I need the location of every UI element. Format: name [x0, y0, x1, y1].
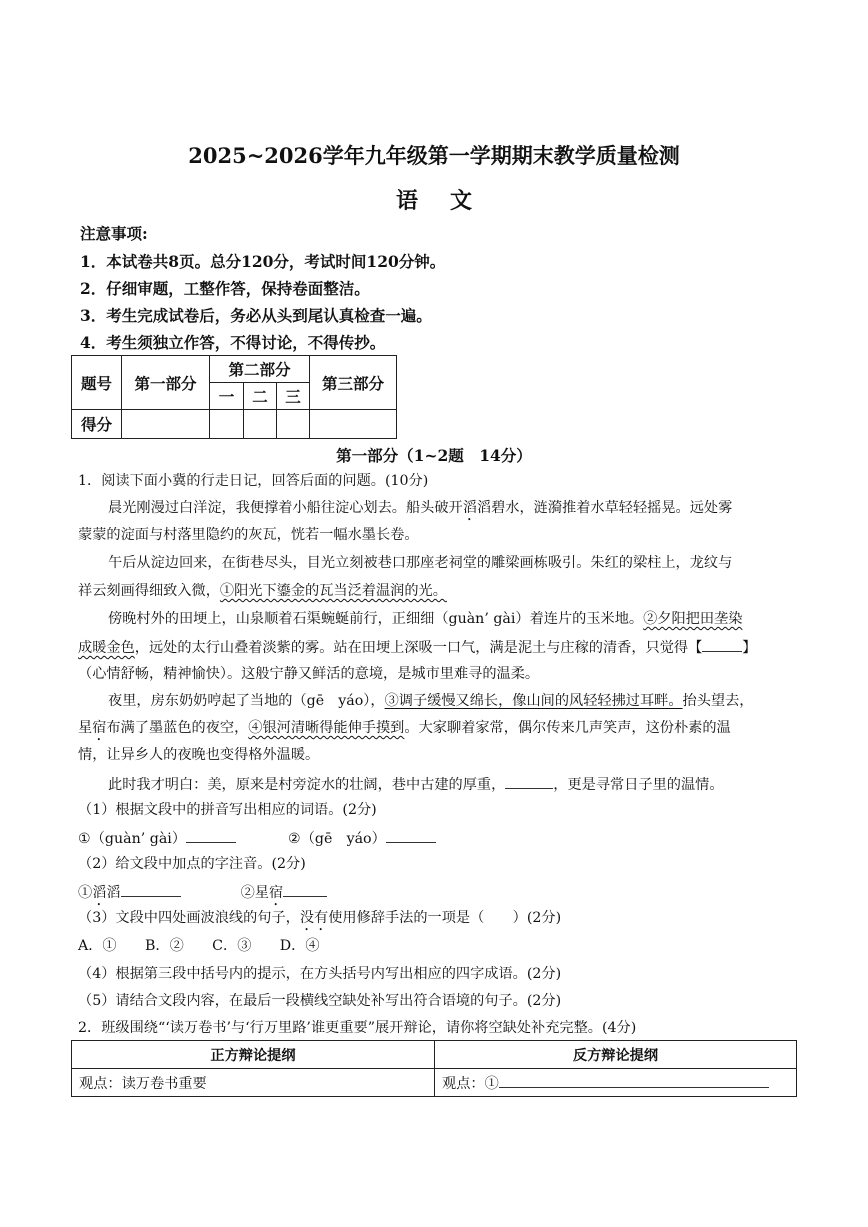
col-part1: 第一部分: [122, 356, 210, 410]
col-question: 题号: [72, 356, 122, 410]
q1-sub1: （1）根据文段中的拼音写出相应的词语。(2分): [78, 802, 377, 818]
col-part2-sub1: 一: [210, 383, 244, 410]
score-cell[interactable]: [210, 410, 244, 439]
q1-para2-line1: 午后从淀边回来，在街巷尽头，目光立刻被巷口那座老祠堂的雕梁画栋吸引。朱红的梁柱上，龙纹与: [108, 555, 733, 571]
q1-stem: 1．阅读下面小冀的行走日记，回答后面的问题。(10分): [78, 473, 429, 489]
q1-sub2-answers: ①滔滔 ②星宿: [78, 882, 327, 909]
row-score-label: 得分: [72, 410, 122, 439]
con-view-cell: 观点：①: [435, 1069, 797, 1097]
wavy-sentence-1: ①阳光下鎏金的瓦当泛着温润的光。: [219, 583, 447, 599]
q1-para3-line2: 成暖金色，远处的太行山叠着淡紫的雾。站在田埂上深吸一口气，满是泥土与庄稼的清香，只觉得【 】: [78, 637, 756, 657]
q1-sub3-options[interactable]: A．① B．② C．③ D．④: [78, 938, 320, 954]
wavy-sentence-2: ②夕阳把田垄染: [643, 611, 743, 627]
answer-blank[interactable]: [386, 828, 436, 843]
dotted-char: 滔: [462, 500, 477, 516]
section-heading: 第一部分（1~2题 14分）: [336, 446, 532, 465]
notice-heading: 注意事项:: [80, 224, 148, 243]
q1-sub2: （2）给文段中加点的字注音。(2分): [78, 856, 306, 872]
notice-item: 4．考生须独立作答，不得讨论，不得传抄。: [80, 333, 386, 352]
notice-item: 1．本试卷共8页。总分120分，考试时间120分钟。: [80, 252, 446, 271]
col-part2-sub2: 二: [244, 383, 277, 410]
q1-sub1-answers: ①（guàn’ gài） ②（gē yáo）: [78, 828, 436, 848]
q2-stem: 2．班级围绕“‘读万卷书’与‘行万里路’谁更重要”展开辩论，请你将空缺处补充完整。(4分): [78, 1020, 637, 1036]
dotted-char: 宿: [92, 720, 107, 736]
exam-title: 2025~2026学年九年级第一学期期末教学质量检测: [188, 143, 680, 168]
q1-sub4: （4）根据第三段中括号内的提示，在方头括号内写出相应的四字成语。(2分): [78, 966, 562, 982]
q1-sub5: （5）请结合文段内容，在最后一段横线空缺处补写出符合语境的句子。(2分): [78, 993, 562, 1009]
answer-blank[interactable]: [121, 882, 181, 897]
sentence-blank[interactable]: [505, 774, 553, 789]
q1-para4-line2: 星宿布满了墨蓝色的夜空，④银河清晰得能伸手摸到。大家聊着家常，偶尔传来几声笑声，这份朴素的温: [78, 720, 731, 736]
col-part3: 第三部分: [310, 356, 397, 410]
pro-view: 观点：读万卷书重要: [72, 1069, 435, 1097]
wavy-sentence-4: ④银河清晰得能伸手摸到: [248, 720, 405, 736]
score-cell[interactable]: [244, 410, 277, 439]
debate-table: [71, 1040, 797, 1097]
col-part2-sub3: 三: [277, 383, 310, 410]
score-cell[interactable]: [277, 410, 310, 439]
pro-heading: 正方辩论提纲: [72, 1041, 435, 1069]
subject-title: 语 文: [395, 188, 473, 214]
con-view-blank[interactable]: [499, 1073, 769, 1088]
wavy-sentence-3: ③调子缓慢又绵长，像山间的风轻轻拂过耳畔。: [384, 693, 683, 709]
q1-para4-line1: 夜里，房东奶奶哼起了当地的（gē yáo），③调子缓慢又绵长，像山间的风轻轻拂过耳畔。抬头望去，: [108, 693, 754, 709]
con-heading: 反方辩论提纲: [435, 1041, 797, 1069]
q1-para1-line2: 蒙蒙的淀面与村落里隐约的灰瓦，恍若一幅水墨长卷。: [78, 527, 419, 543]
q1-para4-line3: 情，让异乡人的夜晚也变得格外温暖。: [78, 747, 320, 763]
q1-para2-line2: 祥云刻画得细致入微，①阳光下鎏金的瓦当泛着温润的光。: [78, 583, 447, 599]
q1-para3-line1: 傍晚村外的田埂上，山泉顺着石渠蜿蜒前行，正细细（guàn’ gài）着连片的玉米地。②夕阳把田垄染: [108, 611, 743, 627]
notice-item: 2．仔细审题，工整作答，保持卷面整洁。: [80, 279, 370, 298]
answer-blank[interactable]: [186, 828, 236, 843]
q1-sub3: （3）文段中四处画波浪线的句子，没有使用修辞手法的一项是（ ）(2分): [78, 910, 562, 926]
answer-blank[interactable]: [283, 882, 327, 897]
score-table: [71, 355, 397, 439]
idiom-blank[interactable]: [702, 637, 742, 652]
q1-para1-line1: 晨光刚漫过白洋淀，我便撑着小船往淀心划去。船头破开滔滔碧水，涟漪推着水草轻轻摇晃。远处雾: [108, 500, 733, 516]
score-cell[interactable]: [122, 410, 210, 439]
q1-para5: 此时我才明白：美，原来是村旁淀水的壮阔，巷中古建的厚重， ，更是寻常日子里的温情。: [108, 774, 724, 794]
col-part2: 第二部分: [210, 356, 310, 383]
q1-para3-line3: （心情舒畅，精神愉快）。这般宁静又鲜活的意境，是城市里难寻的温柔。: [78, 666, 540, 682]
score-cell[interactable]: [310, 410, 397, 439]
notice-item: 3．考生完成试卷后，务必从头到尾认真检查一遍。: [80, 306, 432, 325]
